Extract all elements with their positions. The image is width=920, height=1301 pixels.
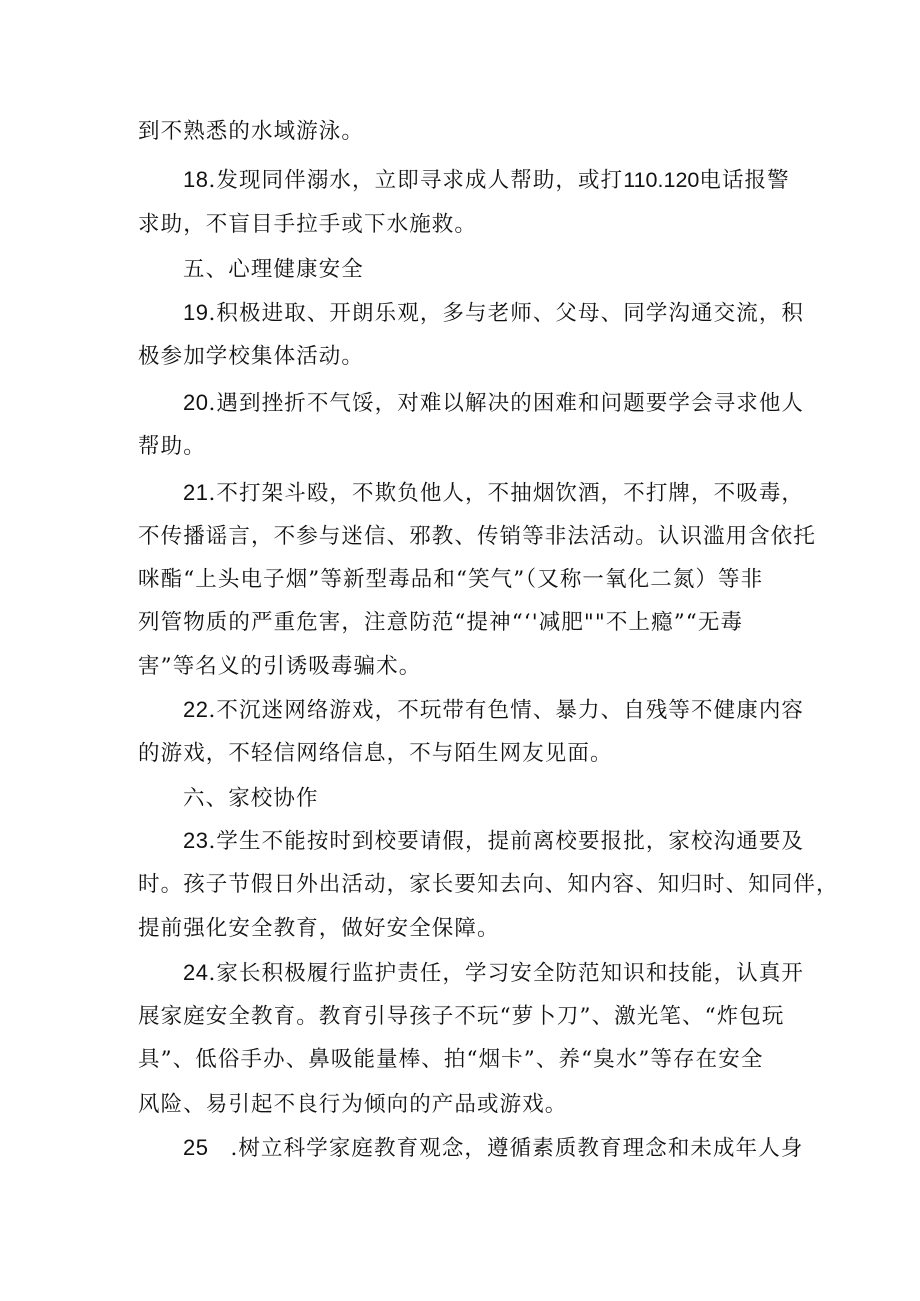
text-line: 不传播谣言，不参与迷信、邪教、传销等非法活动。认识滥用含依托 [138, 524, 817, 549]
text-line: 极参加学校集体活动。 [138, 344, 365, 369]
item-number: 24 [183, 960, 209, 985]
item-23 [183, 826, 804, 857]
item-number: 22 [183, 697, 209, 722]
item-text: .不沉迷网络游戏，不玩带有色情、暴力、自残等不健康内容 [208, 698, 805, 723]
item-text: .不打架斗殴，不欺负他人，不抽烟饮酒，不打牌，不吸毒， [208, 481, 805, 506]
item-text: 电话报警 [699, 168, 790, 193]
item-22 [183, 695, 804, 726]
text-line: 咪酯“上头电子烟”等新型毒品和“笑气”（又称一氧化二氮）等非 [138, 567, 764, 592]
text-line: 具”、低俗手办、鼻吸能量棒、拍“烟卡”、养“臭水”等存在安全 [138, 1047, 764, 1072]
item-text: .树立科学家庭教育观念，遵循素质教育理念和未成年人身 [230, 1136, 804, 1161]
item-19 [183, 298, 804, 329]
text-line: 时。孩子节假日外出活动，家长要知去向、知内容、知归时、知同伴， [138, 872, 839, 897]
text-line: 到不熟悉的水域游泳。 [138, 119, 365, 144]
item-25 [183, 1133, 803, 1164]
item-number: 25 [183, 1135, 209, 1160]
item-21 [183, 478, 804, 509]
item-18 [183, 165, 790, 196]
item-20 [183, 388, 804, 419]
text-line: 帮助。 [138, 434, 206, 459]
text-line: 害”等名义的引诱吸毒骗术。 [138, 654, 422, 679]
section-heading: 五、心理健康安全 [183, 257, 364, 282]
item-number: 20 [183, 390, 209, 415]
item-text: .发现同伴溺水，立即寻求成人帮助，或打 [208, 168, 624, 193]
item-text: .家长积极履行监护责任，学习安全防范知识和技能，认真开 [208, 961, 805, 986]
section-heading: 六、家校协作 [183, 786, 319, 811]
item-number: 21 [183, 480, 209, 505]
item-text: .遇到挫折不气馁，对难以解决的困难和问题要学会寻求他人 [208, 391, 805, 416]
text-line: 列管物质的严重危害，注意防范“提神“‘'减肥""不上瘾”“无毒 [138, 610, 744, 635]
item-24 [183, 958, 804, 989]
item-number: 23 [183, 828, 209, 853]
phone-numbers: 110.120 [623, 168, 700, 192]
item-number: 18 [183, 167, 209, 192]
item-text: .学生不能按时到校要请假，提前离校要报批，家校沟通要及 [208, 829, 805, 854]
text-line: 风险、易引起不良行为倾向的产品或游戏。 [138, 1092, 568, 1117]
text-line: 展家庭安全教育。教育引导孩子不玩“萝卜刀”、激光笔、“炸包玩 [138, 1004, 785, 1029]
text-line: 提前强化安全教育，做好安全保障。 [138, 916, 500, 941]
item-number: 19 [183, 300, 209, 325]
item-text: .积极进取、开朗乐观，多与老师、父母、同学沟通交流，积 [208, 301, 805, 326]
text-line: 求助，不盲目手拉手或下水施救。 [138, 212, 478, 237]
text-line: 的游戏，不轻信网络信息，不与陌生网友见面。 [138, 741, 613, 766]
